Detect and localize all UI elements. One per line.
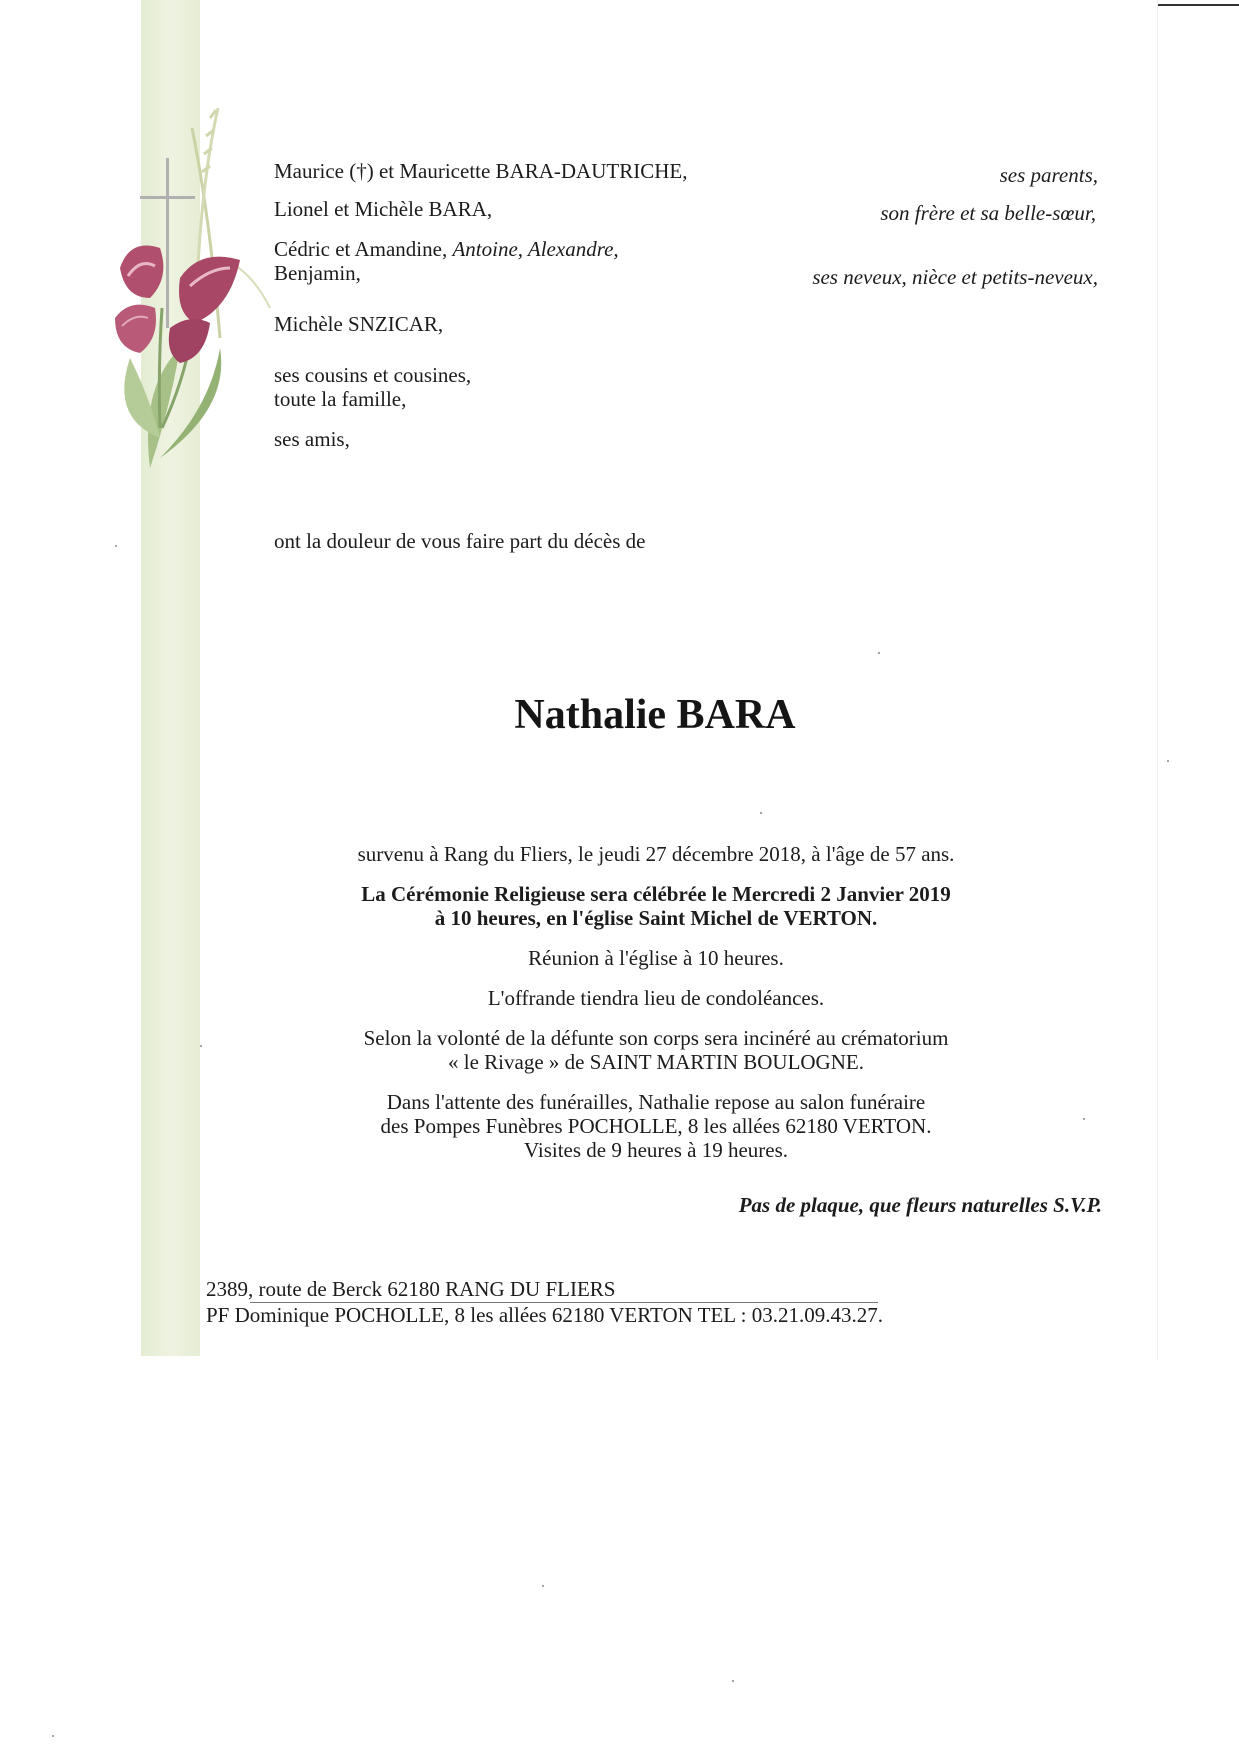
scan-speck — [542, 1585, 544, 1587]
family-friends: ses amis, — [274, 427, 350, 451]
scan-speck — [878, 652, 880, 654]
reunion-text: Réunion à l'église à 10 heures. — [528, 946, 784, 970]
scan-speck — [1167, 760, 1169, 762]
announcement-text: ont la douleur de vous faire part du décès de — [274, 529, 646, 553]
ceremony-line-2: à 10 heures, en l'église Saint Michel de VERTON. — [434, 906, 878, 930]
family-nephews-parents: Cédric et Amandine, — [274, 237, 453, 261]
scan-speck — [52, 1735, 54, 1737]
family-parents: Maurice (†) et Mauricette BARA-DAUTRICHE, — [274, 159, 688, 183]
calla-lily-cross-illustration — [100, 108, 280, 478]
cremation-line-2: « le Rivage » de SAINT MARTIN BOULOGNE. — [448, 1050, 864, 1074]
scan-speck — [1083, 1118, 1085, 1120]
family-brother: Lionel et Michèle BARA, — [274, 197, 493, 221]
ceremony-line-1: La Cérémonie Religieuse sera célébrée le Mercredi 2 Janvier 2019 — [361, 882, 951, 906]
role-brother: son frère et sa belle-sœur, — [880, 201, 1096, 225]
scan-speck — [732, 1680, 734, 1682]
cross-icon — [166, 158, 169, 328]
scan-edge-mark — [1157, 4, 1239, 6]
footer-funeral-home: PF Dominique POCHOLLE, 8 les allées 62180 VERTON TEL : 03.21.09.43.27. — [206, 1303, 883, 1327]
family-nephews-cont: Benjamin, — [274, 261, 361, 285]
deceased-name: Nathalie BARA — [514, 692, 796, 738]
rest-line-3: Visites de 9 heures à 19 heures. — [523, 1138, 789, 1162]
flowers-note: Pas de plaque, que fleurs naturelles S.V.P. — [738, 1193, 1102, 1217]
offering-text: L'offrande tiendra lieu de condoléances. — [487, 986, 825, 1010]
death-notice: survenu à Rang du Fliers, le jeudi 27 décembre 2018, à l'âge de 57 ans. — [357, 842, 955, 866]
rest-line-2: des Pompes Funèbres POCHOLLE, 8 les allées 62180 VERTON. — [380, 1114, 932, 1138]
role-nephews: ses neveux, nièce et petits-neveux, — [812, 265, 1098, 289]
family-cousins: ses cousins et cousines, — [274, 363, 472, 387]
family-aunt: Michèle SNZICAR, — [274, 312, 444, 336]
family-nephews-children: Antoine, Alexandre, — [452, 237, 619, 261]
rest-line-1: Dans l'attente des funérailles, Nathalie repose au salon funéraire — [386, 1090, 926, 1114]
cremation-line-1: Selon la volonté de la défunte son corps sera incinéré au crématorium — [363, 1026, 949, 1050]
scan-speck — [760, 812, 762, 814]
scan-speck — [200, 1045, 202, 1047]
role-parents: ses parents, — [999, 163, 1098, 187]
family-all: toute la famille, — [274, 387, 407, 411]
page-fold-line — [1157, 0, 1158, 1360]
footer-address: 2389, route de Berck 62180 RANG DU FLIERS — [206, 1277, 616, 1301]
scan-speck — [115, 545, 117, 547]
family-nephews — [274, 237, 619, 262]
